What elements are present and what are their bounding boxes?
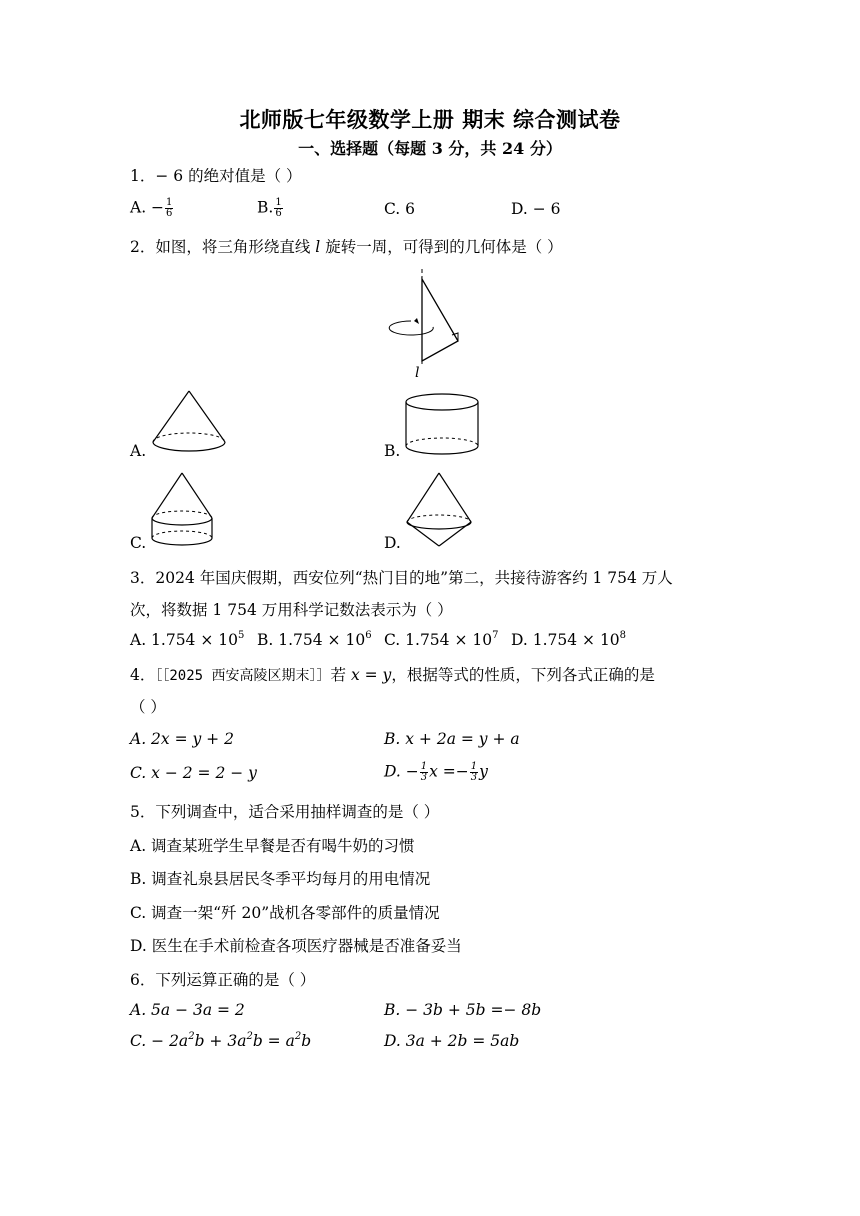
q4-stem [130, 663, 655, 685]
q6-c-exp1: 2 [188, 1031, 195, 1042]
q3-option-d-base: D. 1.754 × 10 [511, 631, 620, 649]
q1-option-d: D. − 6 [511, 200, 561, 218]
q1-stem: 1．− 6 的绝对值是（ ） [130, 167, 302, 185]
q1-b-numerator: 1 [275, 197, 282, 208]
q6-c-part2: b + 3a [194, 1032, 247, 1050]
q5-option-c: C. 调查一架“歼 20”战机各零部件的质量情况 [130, 904, 440, 922]
q5-stem: 5．下列调查中，适合采用抽样调查的是（ ） [130, 803, 440, 821]
q5-option-d: D. 医生在手术前检查各项医疗器械是否准备妥当 [130, 937, 462, 955]
q4-source-tag: ［［2025 西安高陵区期末］］ [155, 668, 331, 684]
q4-stem-suffix: ，根据等式的性质，下列各式正确的是 [391, 666, 655, 684]
q1-b-denominator: 6 [275, 208, 282, 219]
q4-option-c: C. x − 2 = 2 − y [130, 764, 257, 782]
q5-option-a: A. 调查某班学生早餐是否有喝牛奶的习惯 [130, 837, 415, 855]
q4-d-fraction-2 [470, 762, 478, 783]
right-triangle [422, 279, 458, 361]
cone-figure [150, 388, 230, 456]
q1-option-c: C. 6 [384, 200, 416, 218]
q1-option-b-fraction [274, 198, 282, 219]
q5-option-b: B. 调查礼泉县居民冬季平均每月的用电情况 [130, 870, 431, 888]
cylinder-figure [404, 392, 484, 458]
q6-option-b: B. − 3b + 5b =− 8b [384, 1001, 542, 1019]
q2-stem-prefix: 2．如图，将三角形绕直线 [130, 238, 316, 256]
q2-option-b-label: B. [384, 442, 401, 460]
q3-option-a-base: A. 1.754 × 10 [130, 631, 238, 649]
q6-option-a: A. 5a − 3a = 2 [130, 1001, 245, 1019]
q3-option-b-base: B. 1.754 × 10 [257, 631, 366, 649]
double-cone-figure [404, 470, 476, 552]
q4-d-denominator-2: 3 [470, 772, 478, 783]
q3-option-c [384, 631, 498, 649]
q6-c-part4: b [301, 1032, 312, 1050]
q6-option-c [130, 1032, 311, 1050]
q6-c-part3: b = a [252, 1032, 295, 1050]
q4-d-numerator-2: 1 [470, 761, 478, 772]
q6-stem: 6．下列运算正确的是（ ） [130, 971, 316, 989]
q4-option-d-mid: x =− [429, 762, 469, 781]
q4-d-numerator-1: 1 [420, 761, 428, 772]
q1-option-a-fraction [165, 198, 173, 219]
q4-d-fraction-1 [420, 762, 428, 783]
q2-stem-suffix: 旋转一周，可得到的几何体是（ ） [320, 238, 563, 256]
q3-option-d [511, 631, 626, 649]
page-title: 北师版七年级数学上册 期末 综合测试卷 [239, 107, 621, 132]
q4-option-a: A. 2x = y + 2 [130, 730, 234, 748]
q3-stem-line2: 次，将数据 1 754 万用科学记数法表示为（ ） [130, 601, 453, 619]
q4-stem-equation: x = y [350, 666, 392, 684]
cone-on-cylinder-figure [148, 470, 218, 550]
q2-option-c-label: C. [130, 534, 147, 552]
q3-option-c-exponent: 7 [492, 630, 499, 641]
axis-label: l [415, 365, 420, 381]
q6-c-exp3: 2 [294, 1031, 302, 1042]
q2-option-d-label: D. [384, 534, 401, 552]
q4-option-b: B. x + 2a = y + a [384, 730, 520, 748]
q3-option-a [130, 631, 244, 649]
q3-option-b-exponent: 6 [365, 630, 372, 641]
q1-option-b-prefix: B. [257, 198, 274, 217]
section-heading: 一、选择题（每题 3 分，共 24 分） [298, 139, 562, 158]
q2-option-a-label: A. [130, 442, 147, 460]
q4-d-denominator-1: 3 [420, 772, 428, 783]
q4-option-d-prefix: D. − [384, 762, 419, 781]
q1-a-numerator: 1 [166, 197, 173, 208]
q2-stem-variable: l [315, 238, 321, 256]
q2-stem [130, 235, 563, 257]
q4-stem-line2: （ ） [130, 698, 166, 716]
rotation-arrow-arc [389, 321, 433, 335]
q3-option-d-exponent: 8 [619, 630, 627, 641]
q1-option-b [257, 198, 284, 219]
q1-option-a [130, 198, 174, 219]
q3-stem-line1: 3．2024 年国庆假期，西安位列“热门目的地”第二，共接待游客约 1 754 万人 [130, 569, 673, 587]
q6-c-part1: C. − 2a [130, 1032, 189, 1050]
q6-option-d: D. 3a + 2b = 5ab [384, 1032, 520, 1050]
q4-option-d [384, 762, 488, 783]
q6-c-exp2: 2 [246, 1031, 253, 1042]
q4-stem-prefix: 4． [130, 666, 156, 684]
triangle-rotation-figure [395, 265, 475, 385]
q1-option-a-prefix: A. − [130, 198, 165, 217]
q4-option-d-suffix: y [479, 762, 488, 781]
q3-option-a-exponent: 5 [238, 630, 245, 641]
q3-option-b [257, 631, 372, 649]
q4-stem-mid: 若 [330, 666, 351, 684]
rotation-arrowhead [414, 318, 419, 324]
q3-option-c-base: C. 1.754 × 10 [384, 631, 493, 649]
q1-a-denominator: 6 [166, 208, 173, 219]
